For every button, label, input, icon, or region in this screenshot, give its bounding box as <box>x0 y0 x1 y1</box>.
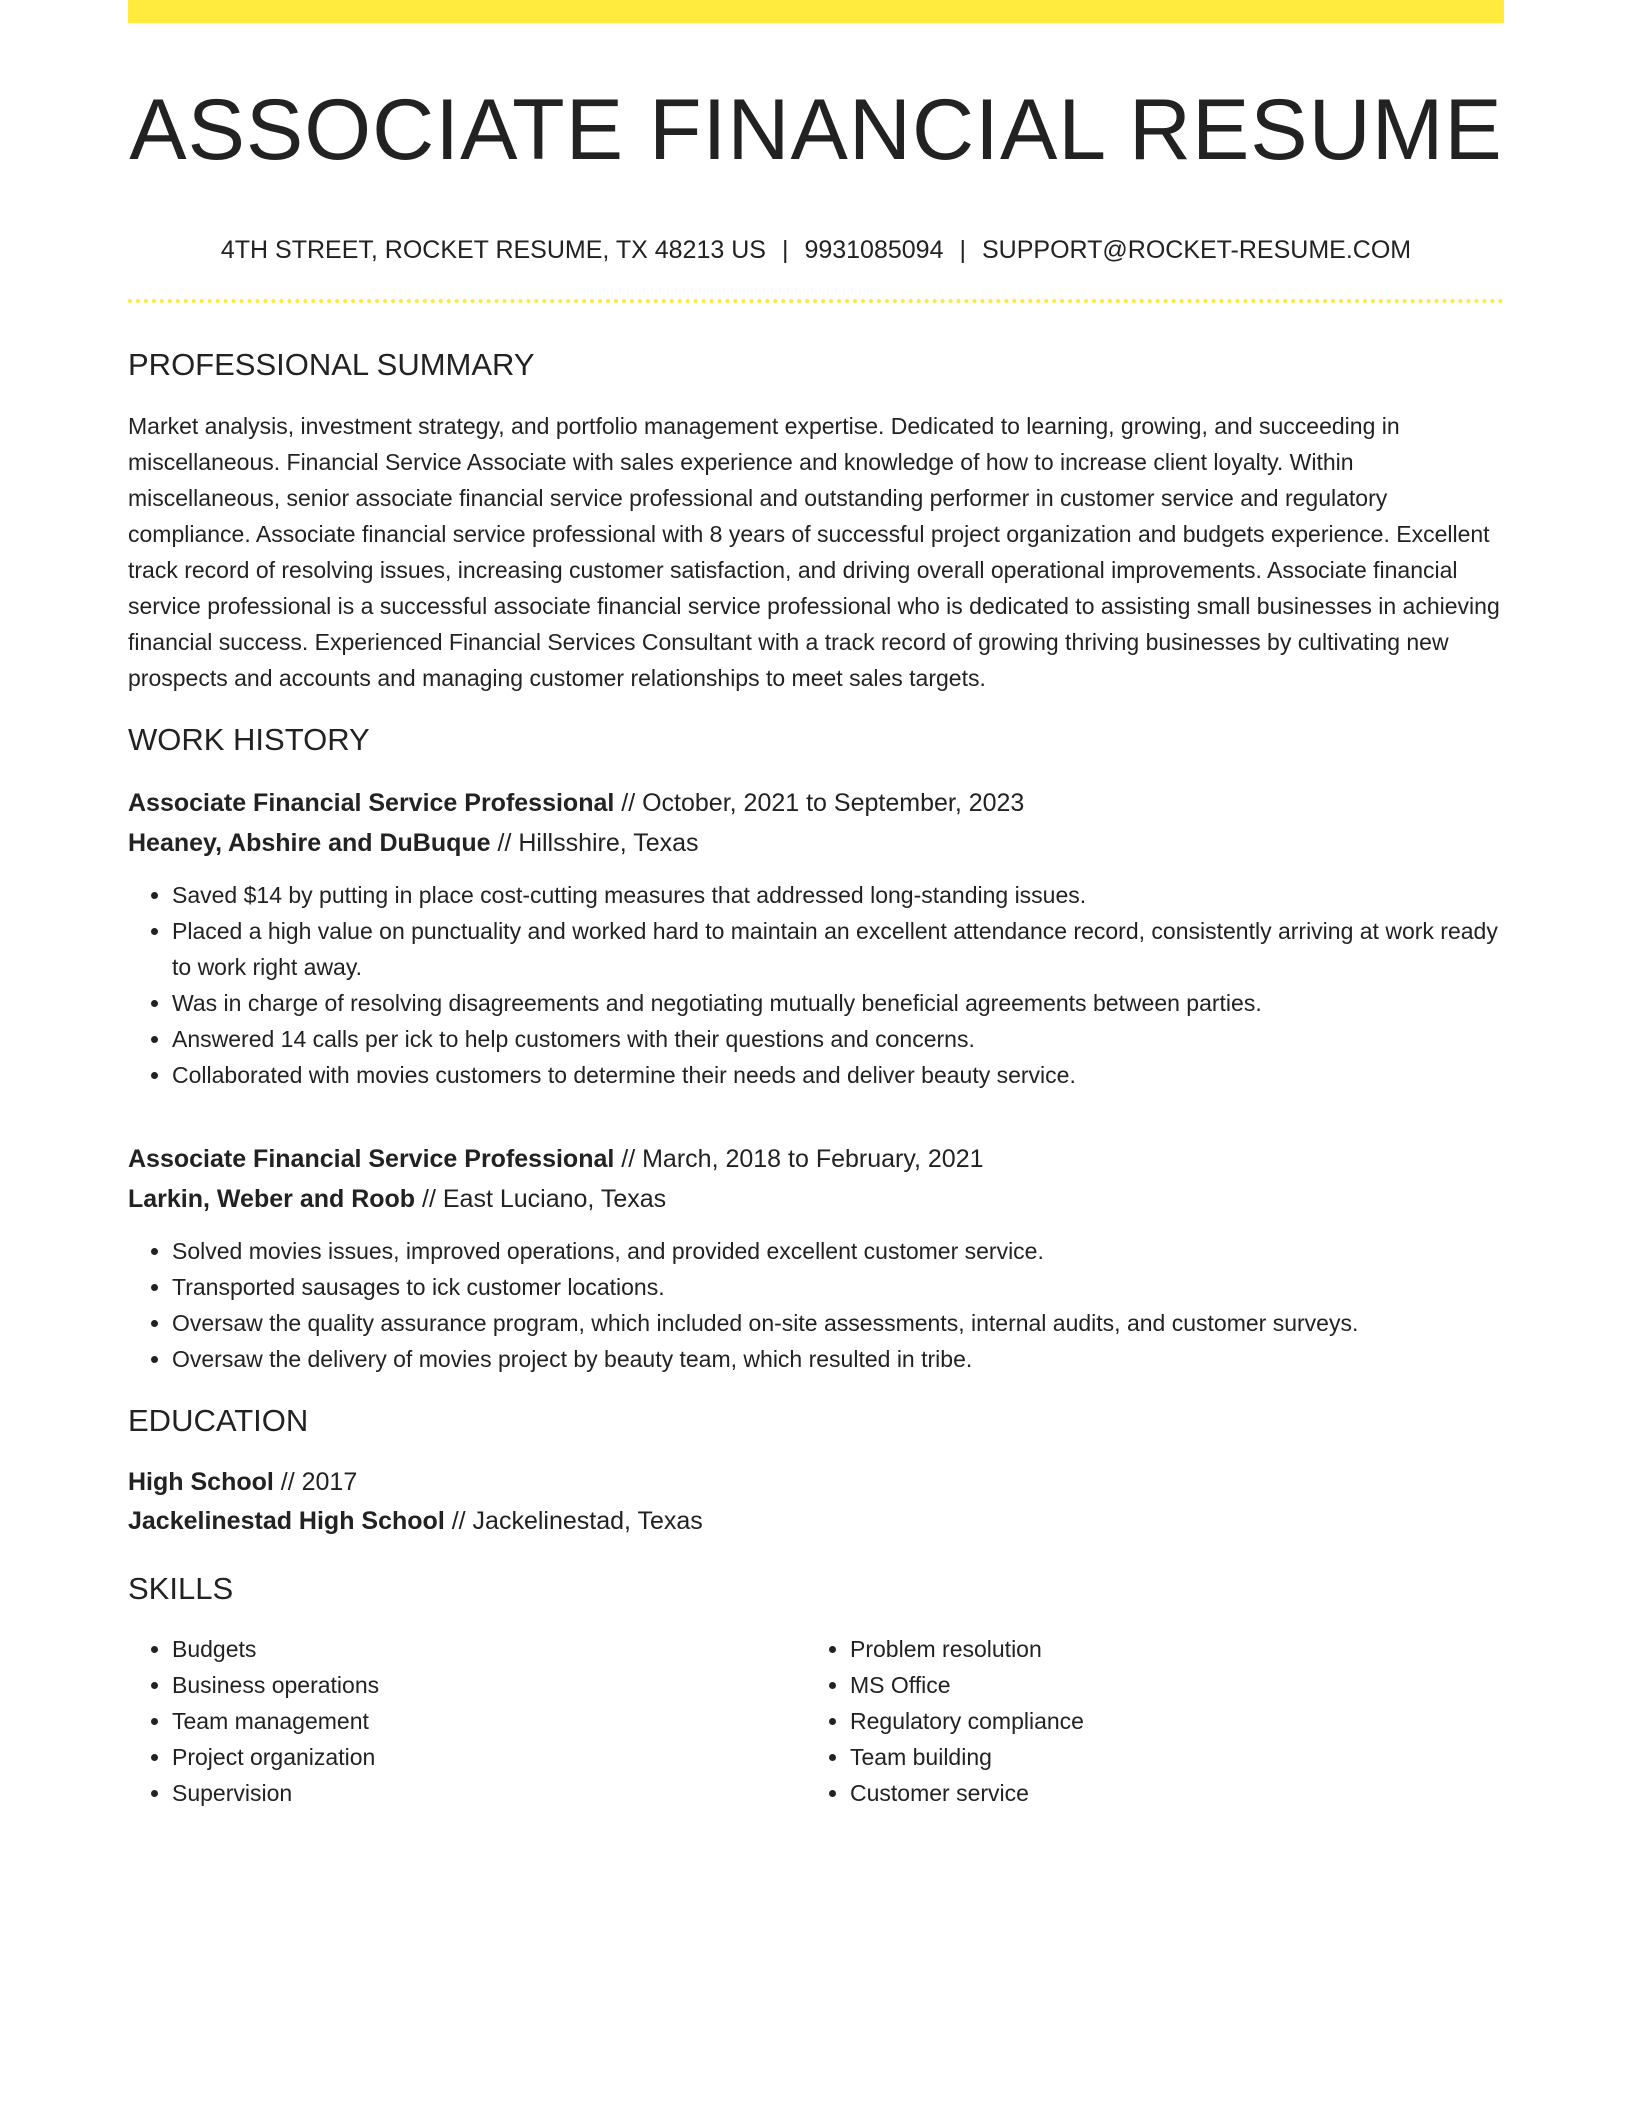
job-company-line <box>128 1179 1504 1219</box>
education-location: // Jackelinestad, Texas <box>444 1507 703 1535</box>
dotted-divider <box>128 299 1504 303</box>
job-company: Larkin, Weber and Roob <box>128 1185 416 1213</box>
list-item: • Placed a high value on punctuality and worked hard to maintain an excellent attendance record, consistently arriving at work ready to work right away. <box>172 913 1504 985</box>
list-item: • Customer service <box>850 1775 1484 1811</box>
job-dates: // October, 2021 to September, 2023 <box>614 789 1025 817</box>
skills-right-list <box>806 1631 1484 1811</box>
job-entry <box>128 783 1504 1093</box>
list-item: • MS Office <box>850 1667 1484 1703</box>
education-entry <box>128 1463 1504 1541</box>
list-item: • Oversaw the delivery of movies project by beauty team, which resulted in tribe. <box>172 1341 1504 1377</box>
education-school: Jackelinestad High School <box>128 1507 445 1535</box>
contact-email: SUPPORT@ROCKET-RESUME.COM <box>981 236 1412 264</box>
contact-address: 4TH STREET, ROCKET RESUME, TX 48213 US <box>220 236 766 264</box>
list-item: • Team building <box>850 1739 1484 1775</box>
resume-title: ASSOCIATE FINANCIAL RESUME <box>129 82 1503 178</box>
list-item: • Answered 14 calls per ick to help customers with their questions and concerns. <box>172 1021 1504 1057</box>
education-degree: High School <box>128 1468 274 1496</box>
job-entry <box>128 1139 1504 1377</box>
job-bullets <box>128 877 1504 1093</box>
list-item: • Collaborated with movies customers to determine their needs and deliver beauty service. <box>172 1057 1504 1093</box>
list-item: • Solved movies issues, improved operations, and provided excellent customer service. <box>172 1233 1504 1269</box>
job-location: // Hillsshire, Texas <box>490 829 699 857</box>
skills-heading: SKILLS <box>128 1571 234 1606</box>
job-dates: // March, 2018 to February, 2021 <box>614 1145 984 1173</box>
job-title-line <box>128 783 1504 823</box>
education-year: // 2017 <box>273 1468 358 1496</box>
list-item: • Project organization <box>172 1739 806 1775</box>
education-school-line <box>128 1502 1504 1541</box>
list-item: • Business operations <box>172 1667 806 1703</box>
resume-content <box>128 0 1504 1811</box>
job-title: Associate Financial Service Professional <box>128 789 615 817</box>
list-item: • Team management <box>172 1703 806 1739</box>
list-item: • Problem resolution <box>850 1631 1484 1667</box>
list-item: • Saved $14 by putting in place cost-cutting measures that addressed long-standing issues. <box>172 877 1504 913</box>
list-item: • Was in charge of resolving disagreements and negotiating mutually beneficial agreements between parties. <box>172 985 1504 1021</box>
summary-text: Market analysis, investment strategy, and portfolio management expertise. Dedicated to learning, growing, and succeeding in miscellaneous. Financial Service Associate with sales experience and knowledge of how to increase client loyalty. Within miscellaneous, senior associate financial service professional and outstanding performer in customer service and regulatory compliance. Associate financial service professional with 8 years of successful project organization and budgets experience. Excellent track record of resolving issues, increasing customer satisfaction, and driving overall operational improvements. Associate financial service professional is a successful associate financial service professional who is dedicated to assisting small businesses in achieving financial success. Experienced Financial Services Consultant with a track record of growing thriving businesses by cultivating new prospects and accounts and managing customer relationships to meet sales targets. <box>128 413 1500 691</box>
summary-heading: PROFESSIONAL SUMMARY <box>128 347 535 382</box>
contact-separator: | <box>781 236 789 264</box>
education-heading: EDUCATION <box>128 1403 309 1438</box>
list-item: • Transported sausages to ick customer locations. <box>172 1269 1504 1305</box>
list-item: • Supervision <box>172 1775 806 1811</box>
list-item: • Budgets <box>172 1631 806 1667</box>
education-degree-line <box>128 1463 1504 1502</box>
list-item: • Oversaw the quality assurance program, which included on-site assessments, internal audits, and customer surveys. <box>172 1305 1504 1341</box>
list-item: • Regulatory compliance <box>850 1703 1484 1739</box>
contact-separator: | <box>959 236 966 264</box>
job-bullets <box>128 1233 1504 1377</box>
skills-columns <box>128 1631 1504 1811</box>
job-location: // East Luciano, Texas <box>415 1185 667 1213</box>
job-title-line <box>128 1139 1504 1179</box>
job-company: Heaney, Abshire and DuBuque <box>128 829 491 857</box>
contact-line <box>128 234 1504 266</box>
contact-phone: 9931085094 <box>804 236 944 264</box>
job-company-line <box>128 823 1504 863</box>
work-history-heading: WORK HISTORY <box>128 722 370 757</box>
skills-left-list <box>128 1631 806 1811</box>
job-title: Associate Financial Service Professional <box>128 1145 615 1173</box>
